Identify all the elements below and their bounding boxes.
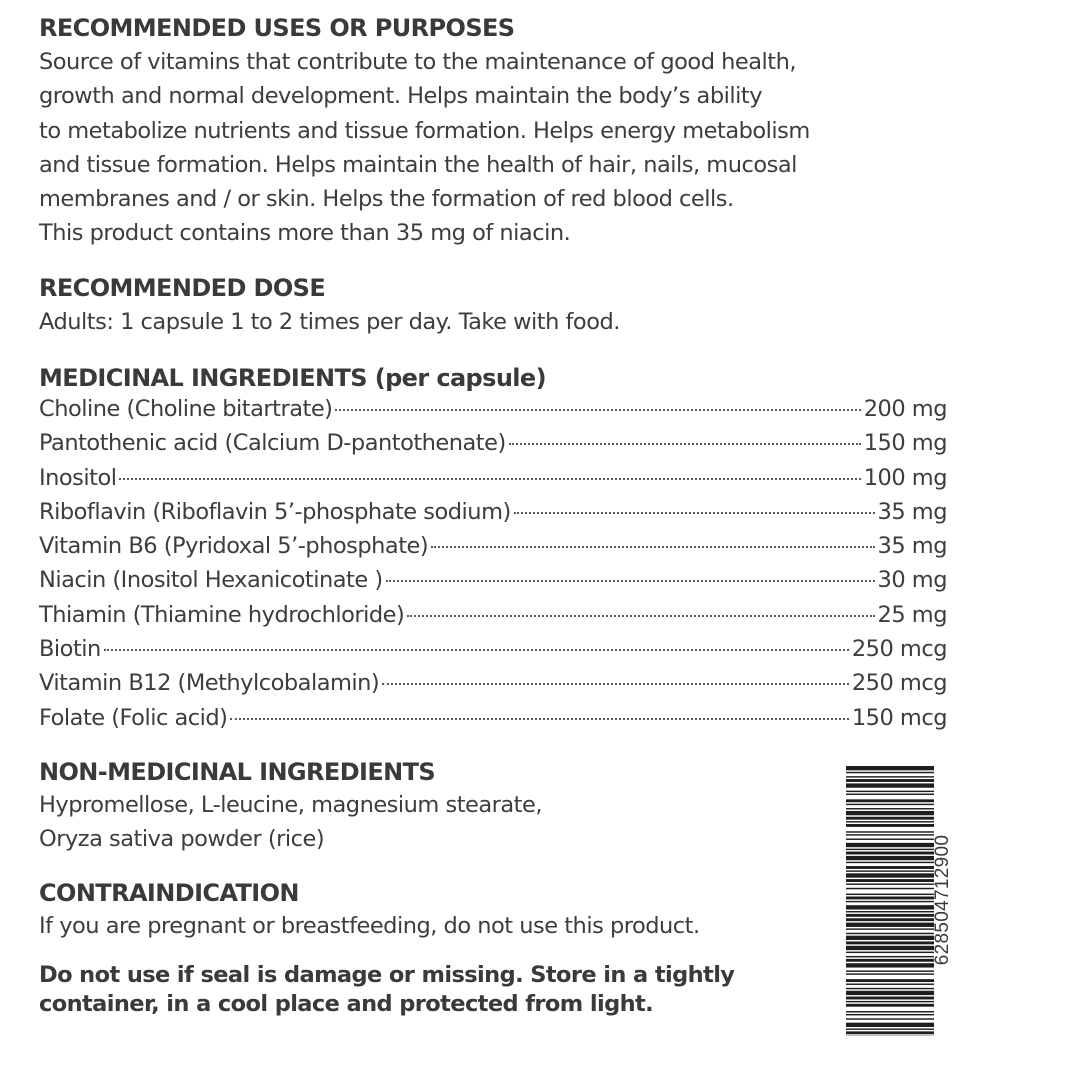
barcode-bar xyxy=(846,849,934,850)
medicinal-section xyxy=(39,363,546,393)
barcode-bar xyxy=(846,911,934,912)
medicinal-ingredient-list xyxy=(39,396,947,739)
barcode-bar xyxy=(846,776,934,777)
dot-leader xyxy=(230,718,848,720)
storage-warning xyxy=(39,961,734,1019)
barcode-bar xyxy=(846,772,934,773)
barcode-bar xyxy=(846,821,934,822)
uses-line: Source of vitamins that contribute to the maintenance of good health, xyxy=(39,49,797,75)
non-medicinal-line: Oryza sativa powder (rice) xyxy=(39,826,325,853)
ingredient-amount: 150 mcg xyxy=(851,704,947,731)
dose-section xyxy=(39,273,620,339)
barcode-bar xyxy=(846,1004,934,1007)
barcode-bar xyxy=(846,952,934,953)
contraindication-text: If you are pregnant or breastfeeding, do not use this product. xyxy=(39,913,700,939)
barcode-bar xyxy=(846,923,934,927)
ingredient-row xyxy=(39,533,947,567)
barcode-bar xyxy=(846,1014,934,1015)
barcode-bar xyxy=(846,883,934,884)
barcode-bar xyxy=(846,811,934,815)
barcode-bar xyxy=(846,843,934,847)
warning-line: container, in a cool place and protected from light. xyxy=(39,991,654,1017)
ingredient-amount: 35 mg xyxy=(877,533,947,560)
dot-leader xyxy=(382,683,849,685)
ingredient-amount: 25 mg xyxy=(877,601,947,628)
barcode xyxy=(846,766,934,1036)
barcode-bar xyxy=(846,873,934,877)
barcode-digits: 628504712900 xyxy=(932,834,953,966)
barcode-bar xyxy=(846,973,934,974)
barcode-bar xyxy=(846,941,934,944)
ingredient-row xyxy=(39,636,947,670)
barcode-bar xyxy=(846,997,934,1000)
uses-line: This product contains more than 35 mg of niacin. xyxy=(39,220,571,247)
barcode-bar xyxy=(846,946,934,950)
barcode-number xyxy=(930,800,956,1000)
contraindication-section xyxy=(39,878,700,943)
barcode-bar xyxy=(846,834,934,835)
barcode-bar xyxy=(846,888,934,889)
ingredient-amount: 150 mg xyxy=(863,430,947,457)
warning-line: Do not use if seal is damage or missing. Store in a tightly xyxy=(39,962,735,988)
barcode-bar xyxy=(846,901,934,902)
dose-text: Adults: 1 capsule 1 to 2 times per day. Take with food. xyxy=(39,309,620,335)
ingredient-row xyxy=(39,396,947,430)
ingredient-name: Vitamin B12 (Methylcobalamin) xyxy=(39,670,380,697)
ingredient-row xyxy=(39,567,947,601)
barcode-bar xyxy=(846,894,934,895)
barcode-bar xyxy=(846,918,934,921)
uses-line: membranes and / or skin. Helps the formation of red blood cells. xyxy=(39,186,734,213)
uses-line: growth and normal development. Helps maintain the body’s ability xyxy=(39,83,763,110)
ingredient-name: Pantothenic acid (Calcium D-pantothenate) xyxy=(39,430,506,457)
barcode-bar xyxy=(846,933,934,934)
ingredient-amount: 250 mcg xyxy=(851,670,947,697)
barcode-bar xyxy=(846,799,934,802)
uses-text xyxy=(39,45,810,251)
barcode-bar xyxy=(846,839,934,840)
uses-line: and tissue formation. Helps maintain the health of hair, nails, mucosal xyxy=(39,151,797,178)
dose-heading: RECOMMENDED DOSE xyxy=(39,274,326,302)
barcode-bar xyxy=(846,808,934,809)
dot-leader xyxy=(335,409,860,411)
barcode-bar xyxy=(846,856,934,860)
barcode-bar xyxy=(846,794,934,795)
barcode-bar xyxy=(846,1011,934,1012)
barcode-bar xyxy=(846,791,934,792)
barcode-bar xyxy=(846,1031,934,1034)
ingredient-name: Folate (Folic acid) xyxy=(39,704,228,731)
medicinal-heading: MEDICINAL INGREDIENTS (per capsule) xyxy=(39,364,546,392)
non-medicinal-line: Hypromellose, L-leucine, magnesium stearate, xyxy=(39,792,543,818)
ingredient-row xyxy=(39,670,947,704)
barcode-bar xyxy=(846,991,934,995)
ingredient-row xyxy=(39,705,947,739)
barcode-bar xyxy=(846,914,934,917)
dot-leader xyxy=(119,478,860,480)
ingredient-name: Choline (Choline bitartrate) xyxy=(39,396,333,422)
barcode-bar xyxy=(846,852,934,855)
barcode-bar xyxy=(846,963,934,967)
barcode-bar xyxy=(846,936,934,940)
contraindication-heading: CONTRAINDICATION xyxy=(39,879,299,907)
uses-line: to metabolize nutrients and tissue formation. Helps energy metabolism xyxy=(39,117,810,144)
barcode-bar xyxy=(846,817,934,820)
barcode-bar xyxy=(846,1001,934,1002)
barcode-bar xyxy=(846,897,934,900)
barcode-bar xyxy=(846,779,934,782)
dot-leader xyxy=(514,512,875,514)
ingredient-name: Riboflavin (Riboflavin 5’-phosphate sodium) xyxy=(39,498,511,525)
barcode-bar xyxy=(846,866,934,869)
non-medicinal-text xyxy=(39,788,542,857)
barcode-bar xyxy=(846,862,934,863)
dot-leader xyxy=(431,546,874,548)
barcode-bar xyxy=(846,984,934,985)
ingredient-name: Biotin xyxy=(39,636,101,663)
uses-heading: RECOMMENDED USES OR PURPOSES xyxy=(39,14,515,42)
barcode-bar xyxy=(846,870,934,871)
ingredient-amount: 200 mg xyxy=(863,396,947,422)
dot-leader xyxy=(386,580,875,582)
barcode-bar xyxy=(846,928,934,929)
barcode-bar xyxy=(846,766,934,770)
ingredient-name: Niacin (Inositol Hexanicotinate ) xyxy=(39,567,383,594)
ingredient-name: Thiamin (Thiamine hydrochloride) xyxy=(39,601,405,628)
barcode-bar xyxy=(846,988,934,989)
barcode-bar xyxy=(846,1028,934,1029)
ingredient-row xyxy=(39,465,947,499)
non-medicinal-heading: NON-MEDICINAL INGREDIENTS xyxy=(39,758,436,786)
barcode-bar xyxy=(846,1018,934,1019)
ingredient-amount: 100 mg xyxy=(863,464,947,491)
ingredient-amount: 35 mg xyxy=(877,498,947,525)
ingredient-name: Vitamin B6 (Pyridoxal 5’-phosphate) xyxy=(39,533,429,560)
ingredient-amount: 250 mcg xyxy=(851,636,947,663)
barcode-bar xyxy=(846,831,934,832)
barcode-bar xyxy=(846,905,934,909)
dot-leader xyxy=(407,615,874,617)
barcode-bar xyxy=(846,824,934,827)
ingredient-row xyxy=(39,499,947,533)
ingredient-name: Inositol xyxy=(39,464,117,491)
ingredient-row xyxy=(39,602,947,636)
dot-leader xyxy=(509,443,861,445)
barcode-bar xyxy=(846,804,934,805)
uses-section xyxy=(39,13,810,251)
barcode-bar xyxy=(846,1023,934,1027)
barcode-bar xyxy=(846,959,934,962)
barcode-bar xyxy=(846,956,934,957)
dot-leader xyxy=(104,649,849,651)
barcode-bar xyxy=(846,783,934,787)
barcode-bar xyxy=(846,979,934,982)
barcode-bar xyxy=(846,879,934,882)
ingredient-row xyxy=(39,430,947,464)
non-medicinal-section xyxy=(39,757,542,857)
barcode-bar xyxy=(846,970,934,971)
ingredient-amount: 30 mg xyxy=(877,567,947,594)
